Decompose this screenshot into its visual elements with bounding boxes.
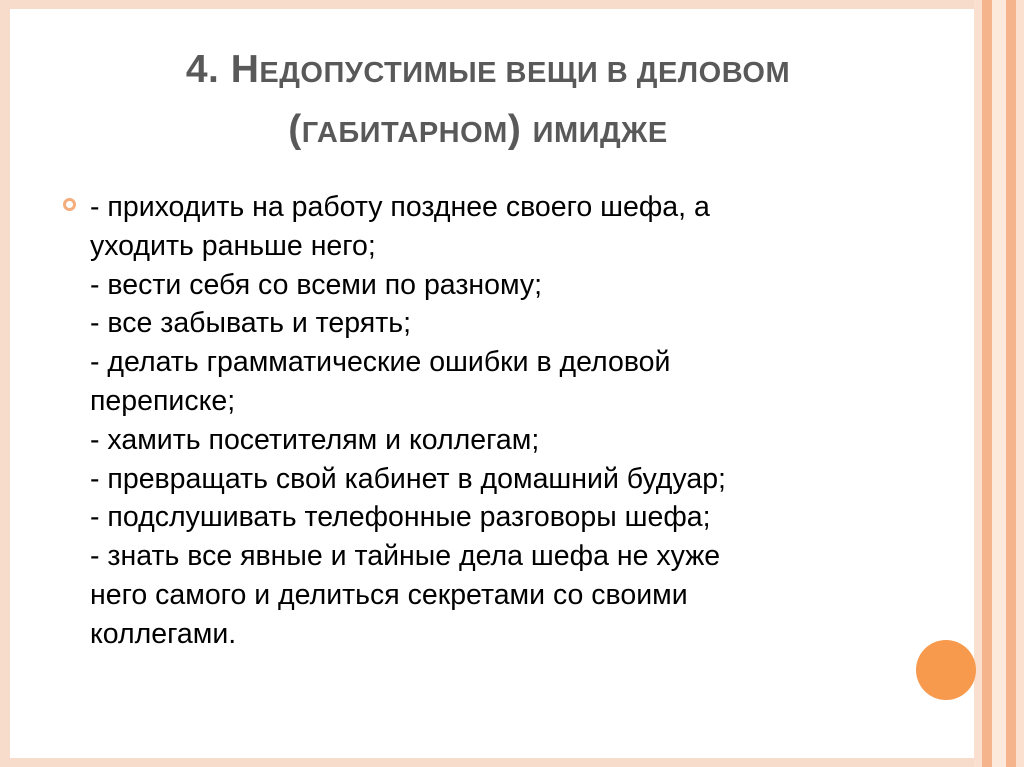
stripe [1016, 0, 1024, 767]
body-line: уходить раньше него; [90, 229, 376, 262]
title-prefix: 4. [185, 48, 231, 91]
body-line: - превращать свой кабинет в домашний будуар; [90, 462, 726, 495]
body-line: - хамить посетителям и коллегам; [90, 423, 540, 456]
body-line: переписке; [90, 384, 236, 417]
stripe [974, 0, 982, 767]
title-first-capital: Н [230, 48, 260, 91]
right-decorative-stripes [974, 0, 1024, 767]
title-last-word: ИМИДЖЕ [532, 117, 668, 149]
body-line: коллегами. [90, 617, 237, 650]
body-line: - все забывать и терять; [90, 307, 412, 340]
stripe [992, 0, 1006, 767]
title-open-paren: ( [288, 108, 302, 151]
stripe [982, 0, 992, 767]
title-close-paren: ) [507, 108, 533, 151]
title-rest: ЕДОПУСТИМЫЕ ВЕЩИ В ДЕЛОВОМ [259, 57, 791, 89]
title-rest-line-2: ГАБИТАРНОМ [301, 117, 508, 149]
decorative-circle-icon [916, 640, 976, 700]
body-line: - вести себя со всеми по разному; [90, 268, 543, 301]
slide-body [90, 188, 920, 654]
body-line: - знать все явные и тайные дела шефа не хуже [90, 540, 721, 573]
body-line: - приходить на работу позднее своего шефа, а [90, 191, 710, 223]
slide-title-line-1 [0, 48, 978, 92]
body-line: - подслушивать телефонные разговоры шефа; [90, 501, 711, 534]
bullet-ring-icon [63, 198, 76, 211]
body-line: - делать грамматические ошибки в деловой [90, 346, 671, 379]
body-line: него самого и делиться секретами со своими [90, 578, 688, 611]
slide-title-line-2 [0, 108, 968, 152]
stripe [1006, 0, 1016, 767]
